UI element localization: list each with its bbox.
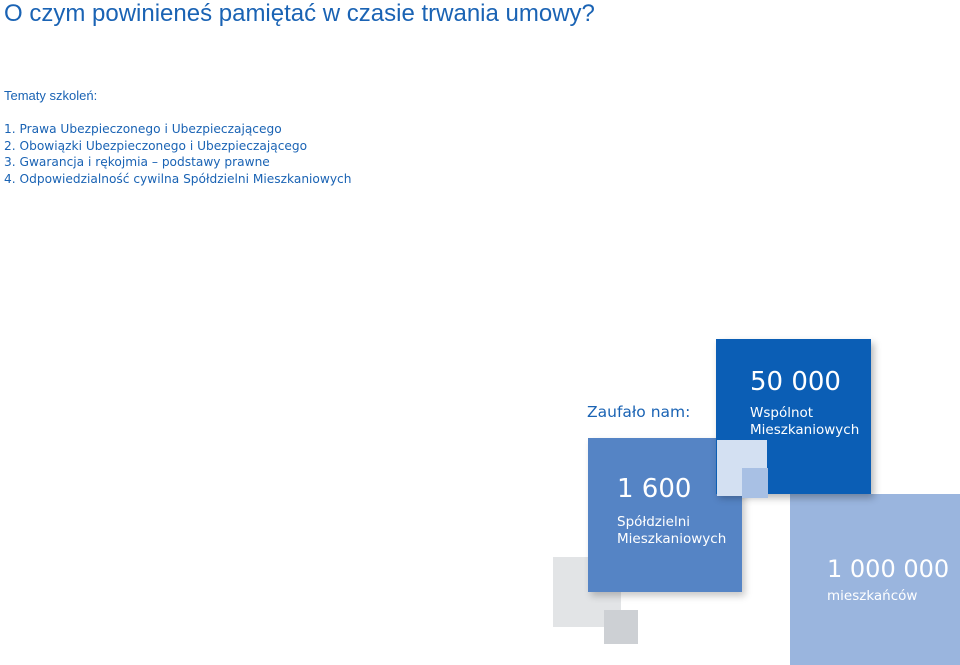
topics-label: Tematy szkoleń: — [4, 88, 98, 103]
list-item: 4. Odpowiedzialność cywilna Spółdzielni Mieszkaniowych — [4, 171, 352, 186]
stat-label-residents: mieszkańców — [827, 588, 918, 604]
stat-value-residents: 1 000 000 — [827, 555, 950, 583]
stat-value-communities: 50 000 — [750, 367, 841, 397]
list-item: 1. Prawa Ubezpieczonego i Ubezpieczającego — [4, 122, 282, 136]
list-item: 3. Gwarancja i rękojmia – podstawy prawne — [4, 155, 270, 169]
stat-label-communities: Wspólnot Mieszkaniowych — [750, 405, 860, 438]
decorative-square-accent — [742, 468, 768, 498]
page-title: O czym powinieneś pamiętać w czasie trwania umowy? — [4, 0, 595, 27]
stat-value-cooperatives: 1 600 — [617, 474, 692, 504]
stat-label-cooperatives: Spółdzielni Mieszkaniowych — [617, 514, 727, 547]
topics-list — [4, 121, 352, 187]
decorative-square-gray-small — [604, 610, 638, 644]
trusted-label: Zaufało nam: — [587, 403, 691, 421]
list-item: 2. Obowiązki Ubezpieczonego i Ubezpieczającego — [4, 138, 308, 153]
